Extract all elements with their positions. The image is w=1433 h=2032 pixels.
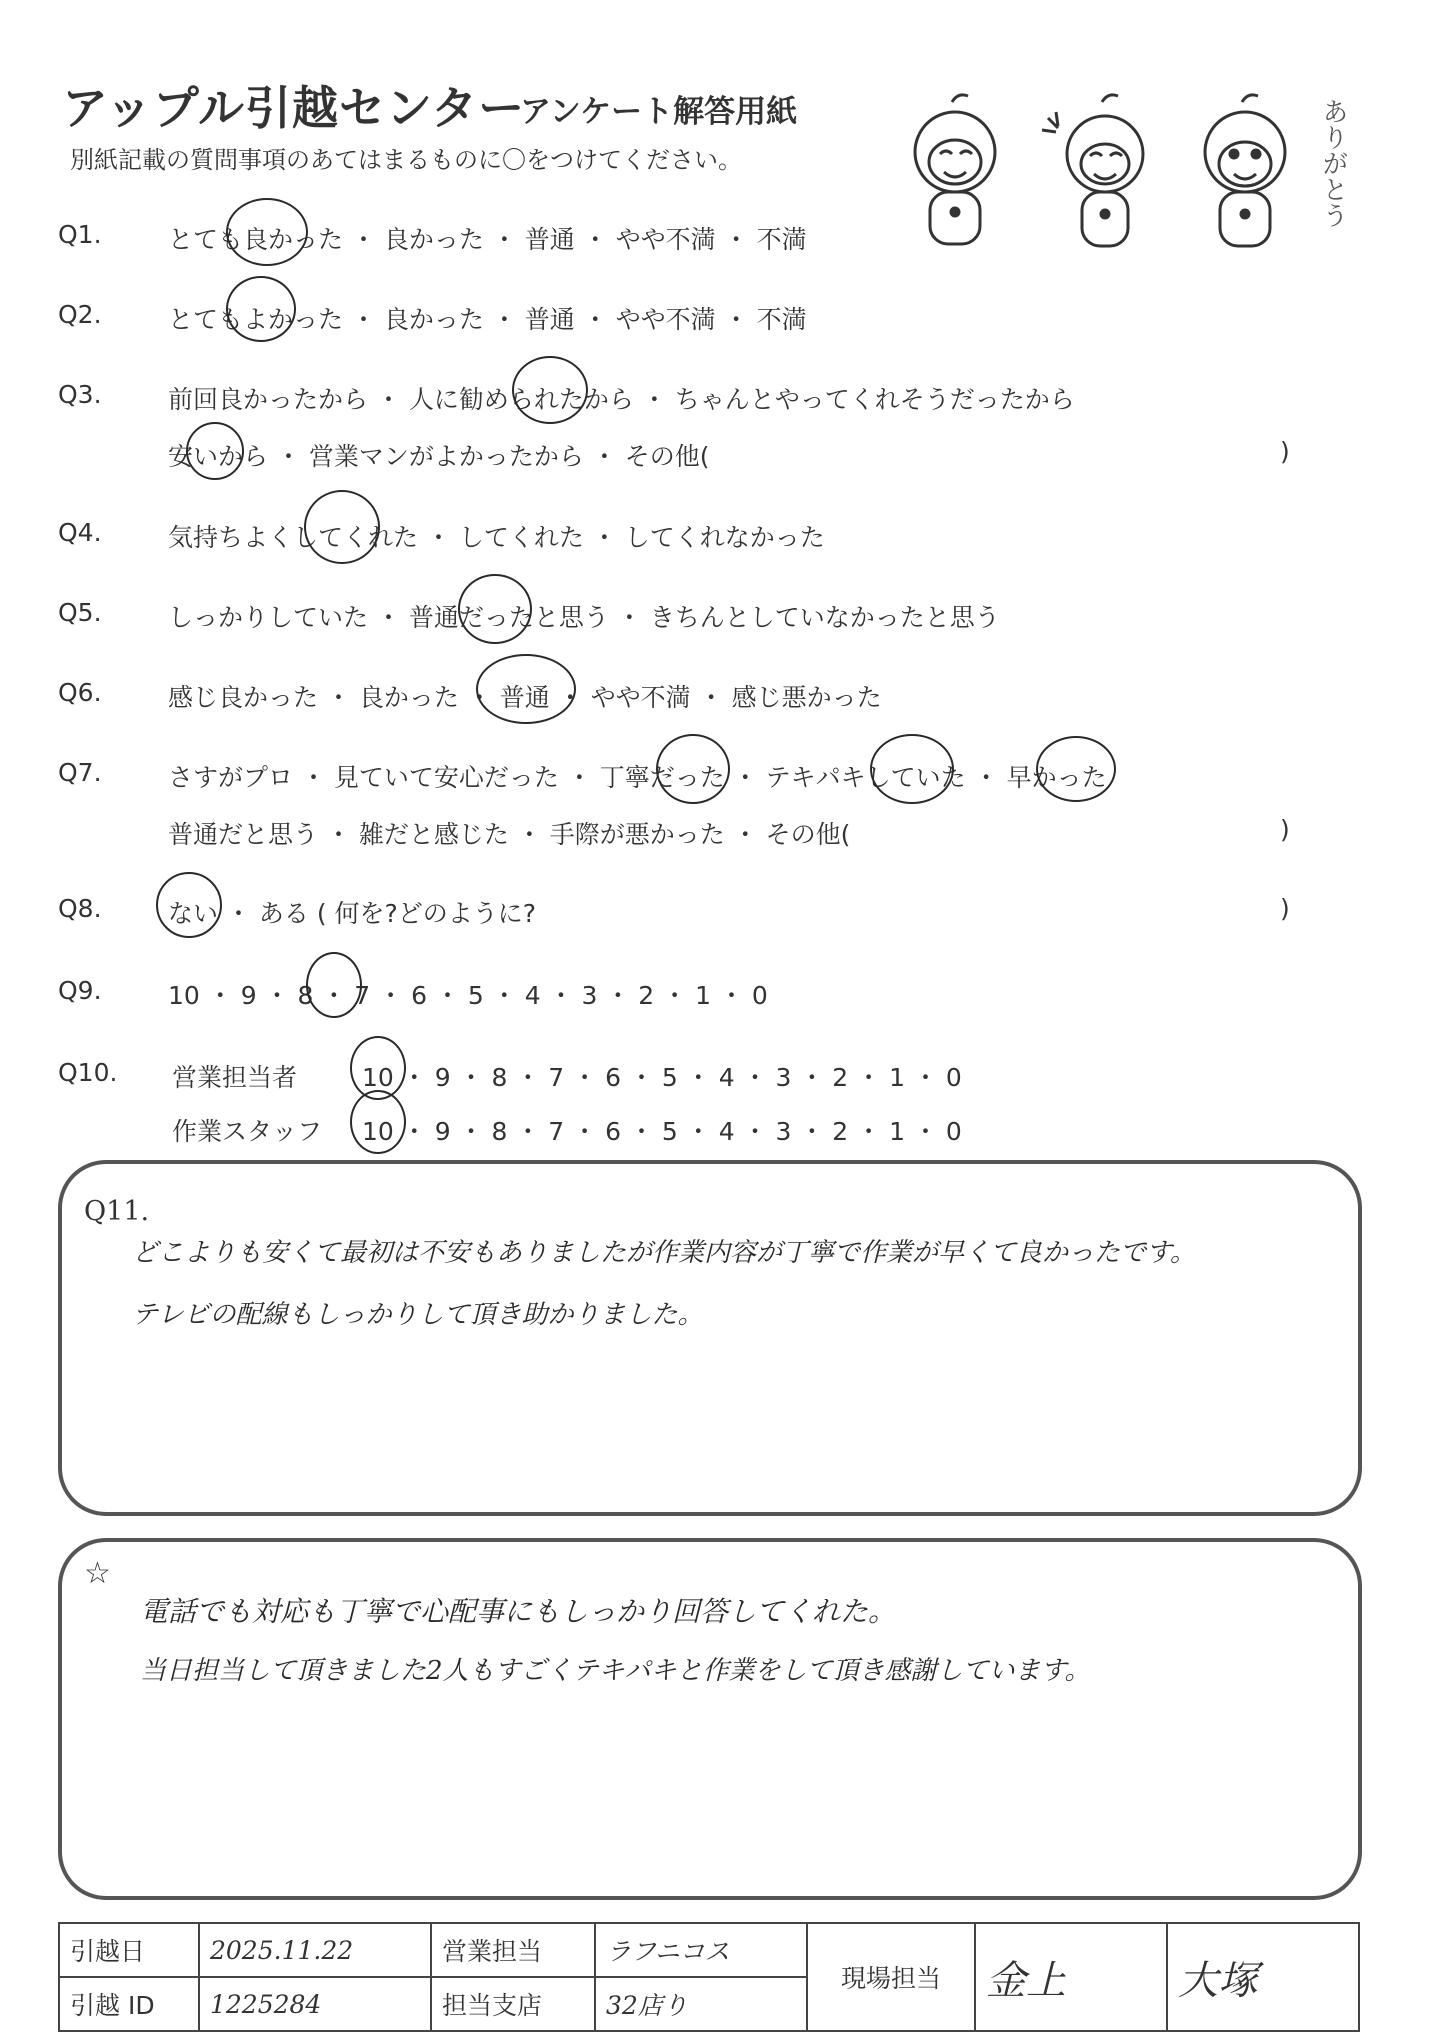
q9-scale[interactable]: 10 ・ 9 ・ 8 ・ 7 ・ 6 ・ 5 ・ 4 ・ 3 ・ 2 ・ 1 ・ 0 xyxy=(168,981,768,1010)
q10-sales-label: 営業担当者 xyxy=(172,1063,298,1092)
move-date-label: 引越日 xyxy=(59,1923,199,1977)
answer-circle-mark xyxy=(1036,736,1116,802)
q3-paren-close: ) xyxy=(1280,437,1290,466)
q10-label: Q10. xyxy=(58,1058,118,1087)
answer-circle-mark xyxy=(226,198,308,266)
q1-label: Q1. xyxy=(58,220,102,249)
q7-options-line2[interactable]: 普通だと思う ・ 雑だと感じた ・ 手際が悪かった ・ その他( xyxy=(168,820,851,849)
q11-comment-box[interactable] xyxy=(58,1160,1362,1516)
q8-label: Q8. xyxy=(58,894,102,923)
q3-label: Q3. xyxy=(58,380,102,409)
q11-comment-line: どこよりも安くて最初は不安もありましたが作業内容が丁寧で作業が早くて良かったです。 xyxy=(132,1238,1196,1268)
q3-options-line1[interactable]: 前回良かったから ・ 人に勧められたから ・ ちゃんとやってくれそうだったから xyxy=(168,385,1075,414)
q11-label: Q11. xyxy=(84,1196,150,1227)
q6-label: Q6. xyxy=(58,678,102,707)
mascot-monkeys-illustration xyxy=(900,88,1340,258)
branch-value[interactable]: 32店り xyxy=(595,1977,807,2031)
mascot-caption: ありがとう xyxy=(1318,98,1348,228)
site-staff-label: 現場担当 xyxy=(807,1923,975,2031)
monkey-icon xyxy=(1205,95,1285,246)
site-staff-value-1[interactable]: 金上 xyxy=(975,1923,1167,2031)
move-date-value[interactable]: 2025.11.22 xyxy=(199,1923,431,1977)
form-instruction: 別紙記載の質問事項のあてはまるものに〇をつけてください。 xyxy=(70,146,742,174)
answer-circle-mark xyxy=(306,952,362,1018)
form-subtitle: アンケート解答用紙 xyxy=(520,94,798,130)
q1-options[interactable]: とても良かった ・ 良かった ・ 普通 ・ やや不満 ・ 不満 xyxy=(168,225,807,254)
site-staff-value-2[interactable]: 大塚 xyxy=(1167,1923,1359,2031)
answer-circle-mark xyxy=(226,276,296,342)
q10-staff-label: 作業スタッフ xyxy=(172,1117,323,1146)
q8-paren-close: ) xyxy=(1280,894,1290,923)
answer-circle-mark xyxy=(458,574,532,644)
q10-sales-scale[interactable]: 10 ・ 9 ・ 8 ・ 7 ・ 6 ・ 5 ・ 4 ・ 3 ・ 2 ・ 1 ・ 0 xyxy=(362,1063,962,1092)
extra-comment-line: 電話でも対応も丁寧で心配事にもしっかり回答してくれた。 xyxy=(140,1595,897,1628)
q7-paren-close: ) xyxy=(1280,815,1290,844)
monkey-icon xyxy=(915,95,995,244)
extra-comment-line: 当日担当して頂きました2人もすごくテキパキと作業をして頂き感謝しています。 xyxy=(140,1656,1091,1686)
q9-label: Q9. xyxy=(58,976,102,1005)
move-id-value[interactable]: 1225284 xyxy=(199,1977,431,2031)
move-id-label: 引越 ID xyxy=(59,1977,199,2031)
q6-options[interactable]: 感じ良かった ・ 良かった ・ 普通 ・ やや不満 ・ 感じ悪かった xyxy=(168,683,882,712)
sales-rep-value[interactable]: ラフニコス xyxy=(595,1923,807,1977)
q7-options-line1[interactable]: さすがプロ ・ 見ていて安心だった ・ 丁寧だった ・ テキパキしていた ・ 早かった xyxy=(168,763,1107,792)
q2-options[interactable]: とてもよかった ・ 良かった ・ 普通 ・ やや不満 ・ 不満 xyxy=(168,305,807,334)
answer-circle-mark xyxy=(350,1090,406,1154)
branch-label: 担当支店 xyxy=(431,1977,595,2031)
answer-circle-mark xyxy=(512,356,588,424)
q7-label: Q7. xyxy=(58,758,102,787)
q4-label: Q4. xyxy=(58,518,102,547)
q2-label: Q2. xyxy=(58,300,102,329)
q10-staff-scale[interactable]: 10 ・ 9 ・ 8 ・ 7 ・ 6 ・ 5 ・ 4 ・ 3 ・ 2 ・ 1 ・ 0 xyxy=(362,1117,962,1146)
answer-circle-mark xyxy=(186,422,244,480)
sales-rep-label: 営業担当 xyxy=(431,1923,595,1977)
q3-options-line2[interactable]: 安いから ・ 営業マンがよかったから ・ その他( xyxy=(168,442,710,471)
answer-circle-mark xyxy=(870,734,954,804)
q11-comment-line: テレビの配線もしっかりして頂き助かりました。 xyxy=(132,1300,704,1330)
q5-label: Q5. xyxy=(58,598,102,627)
answer-circle-mark xyxy=(156,872,222,938)
answer-circle-mark xyxy=(476,654,576,724)
q4-options[interactable]: 気持ちよくしてくれた ・ してくれた ・ してくれなかった xyxy=(168,523,825,552)
answer-circle-mark xyxy=(656,734,730,804)
monkey-icon xyxy=(1042,95,1143,246)
footer-info-table xyxy=(58,1922,1360,2032)
q5-options[interactable]: しっかりしていた ・ 普通だったと思う ・ きちんとしていなかったと思う xyxy=(168,603,1000,632)
form-title: アップル引越センター xyxy=(62,81,526,135)
answer-circle-mark xyxy=(304,490,380,564)
q8-options[interactable]: ない ・ ある ( 何を?どのように? xyxy=(168,899,537,928)
star-icon: ☆ xyxy=(84,1556,111,1591)
